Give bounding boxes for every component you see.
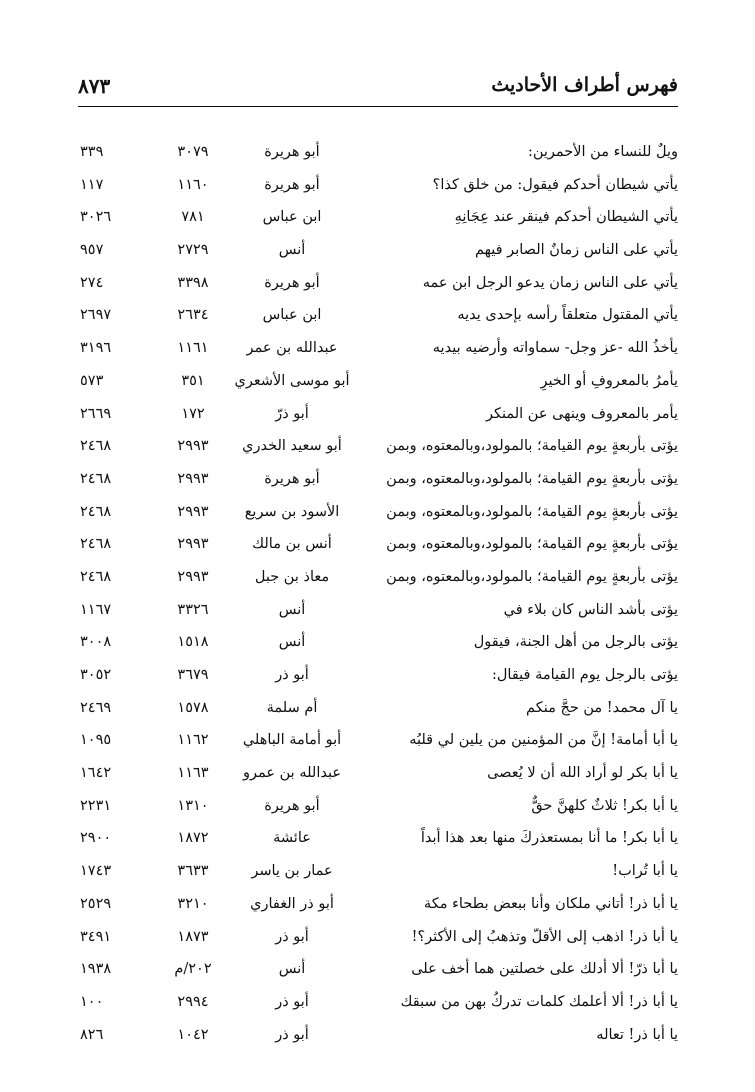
narrator-name: أبو هريرة bbox=[264, 274, 320, 291]
hadith-number: ٣٦٧٩ bbox=[177, 667, 209, 683]
index-row bbox=[0, 925, 755, 958]
index-row bbox=[0, 696, 755, 729]
page-reference: ٢٤٦٨ bbox=[80, 536, 112, 553]
page-reference: ١٠٩٥ bbox=[80, 732, 112, 749]
index-row bbox=[0, 565, 755, 598]
page-reference: ٣٠٠٨ bbox=[80, 634, 112, 651]
hadith-text: يأمرُ بالمعروفِ أو الخيرِ bbox=[540, 372, 678, 389]
narrator-name: أبو سعيد الخدري bbox=[242, 438, 342, 455]
running-header bbox=[78, 72, 678, 107]
hadith-number: ٢٩٩٣ bbox=[177, 503, 209, 520]
narrator-name: أبو ذر bbox=[275, 928, 309, 945]
hadith-number: ٢٠٢/م bbox=[174, 961, 212, 978]
page-reference: ٥٧٣ bbox=[80, 372, 104, 389]
index-row bbox=[0, 532, 755, 565]
page-reference: ٩٥٧ bbox=[80, 242, 104, 259]
index-row bbox=[0, 238, 755, 271]
page-reference: ٣٤٩١ bbox=[80, 928, 112, 945]
index-row bbox=[0, 434, 755, 467]
index-row bbox=[0, 303, 755, 336]
narrator-name: أبو ذر bbox=[275, 1026, 309, 1043]
narrator-name: عبدالله بن عمر bbox=[246, 340, 338, 357]
hadith-text: يؤتى بأربعةٍ يوم القيامة؛ بالمولود،وبالمعتوه، وبمن bbox=[386, 438, 678, 455]
narrator-name: أبو أمامة الباهلي bbox=[242, 732, 342, 749]
narrator-name: الأسود بن سريع bbox=[244, 503, 340, 520]
hadith-text: يا أبا بكر لو أراد الله أن لا يُعصى bbox=[487, 765, 678, 782]
page-reference: ٣٠٥٢ bbox=[80, 667, 112, 683]
hadith-text: يؤتى بأربعةٍ يوم القيامة؛ بالمولود،وبالمعتوه، وبمن bbox=[386, 470, 678, 487]
hadith-number: ٢٩٩٣ bbox=[177, 536, 209, 553]
page-reference: ١٩٣٨ bbox=[80, 961, 112, 978]
hadith-text: يؤتى بأربعةٍ يوم القيامة؛ بالمولود،وبالمعتوه، وبمن bbox=[386, 503, 678, 520]
hadith-number: ٢٩٩٣ bbox=[177, 438, 209, 455]
narrator-name: أبو هريرة bbox=[264, 144, 320, 160]
hadith-text: يأتي على الناس زمانٌ الصابر فيهم bbox=[474, 242, 678, 259]
page-reference: ٢٦٩٧ bbox=[80, 307, 112, 324]
hadith-text: يأتي المقتول متعلقاً رأسه بإحدى يديه bbox=[457, 307, 678, 324]
index-row bbox=[0, 402, 755, 435]
index-row bbox=[0, 990, 755, 1023]
index-row bbox=[0, 826, 755, 859]
narrator-name: أبو ذر bbox=[275, 993, 309, 1010]
page-reference: ٢٤٦٨ bbox=[80, 438, 112, 455]
narrator-name: عائشة bbox=[273, 830, 311, 847]
hadith-text: يا أبا ذر! أتاني ملكان وأنا ببعض بطحاء مكة bbox=[423, 895, 678, 912]
index-row bbox=[0, 1023, 755, 1056]
page-reference: ٢٩٠٠ bbox=[80, 830, 112, 847]
page-reference: ٢٤٦٩ bbox=[80, 699, 112, 716]
hadith-number: ١٨٧٣ bbox=[177, 928, 209, 945]
narrator-name: أبو هريرة bbox=[264, 797, 320, 814]
hadith-text: يؤتى بأربعةٍ يوم القيامة؛ بالمولود،وبالمعتوه، وبمن bbox=[386, 568, 678, 585]
hadith-number: ١١٦١ bbox=[177, 340, 209, 357]
narrator-name: ابن عباس bbox=[262, 209, 322, 226]
index-row bbox=[0, 663, 755, 696]
hadith-number: ١٧٢ bbox=[181, 405, 205, 422]
page-reference: ٣٣٩ bbox=[80, 144, 104, 160]
hadith-number: ١١٦٠ bbox=[177, 176, 209, 193]
narrator-name: أبو هريرة bbox=[264, 470, 320, 487]
page-reference: ١٠٠ bbox=[80, 993, 104, 1010]
page-reference: ٢٦٦٩ bbox=[80, 405, 112, 422]
narrator-name: أبو ذرّ bbox=[275, 405, 309, 422]
page-reference: ٢٤٦٨ bbox=[80, 470, 112, 487]
hadith-number: ٢٦٣٤ bbox=[177, 307, 209, 324]
index-row bbox=[0, 336, 755, 369]
narrator-name: عبدالله بن عمرو bbox=[243, 765, 341, 782]
narrator-name: عمار بن ياسر bbox=[251, 863, 333, 880]
hadith-number: ٧٨١ bbox=[181, 209, 205, 226]
hadith-number: ١٠٤٢ bbox=[177, 1026, 209, 1043]
page-reference: ١٧٤٣ bbox=[80, 863, 112, 880]
hadith-number: ٣٣٩٨ bbox=[177, 274, 209, 291]
hadith-text: يا أبا بكر! ثلاثٌ كلهنَّ حقٌّ bbox=[531, 797, 678, 814]
hadith-number: ٣٠٧٩ bbox=[177, 144, 209, 160]
narrator-name: أنس بن مالك bbox=[252, 536, 332, 553]
index-row bbox=[0, 892, 755, 925]
hadith-text: يا آل محمد! من حجَّ منكم bbox=[526, 699, 678, 716]
hadith-text: يا أبا ذرّ! ألا أدلك على خصلتين هما أخف على bbox=[411, 961, 678, 978]
narrator-name: معاذ بن جبل bbox=[254, 568, 330, 585]
page-reference: ٢٥٢٩ bbox=[80, 895, 112, 912]
hadith-text: يا أبا بكر! ما أنا بمستعذركَ منها بعد هذا أبداً bbox=[420, 830, 678, 847]
hadith-number: ١٣١٠ bbox=[177, 797, 209, 814]
narrator-name: أنس bbox=[278, 961, 306, 978]
narrator-name: ابن عباس bbox=[262, 307, 322, 324]
page-reference: ١٦٤٢ bbox=[80, 765, 112, 782]
index-row bbox=[0, 630, 755, 663]
page-reference: ٢٧٤ bbox=[80, 274, 104, 291]
hadith-text: يأتي على الناس زمان يدعو الرجل ابن عمه bbox=[422, 274, 678, 291]
hadith-index-list bbox=[0, 140, 755, 1055]
hadith-text: يا أبا ذر! تعاله bbox=[596, 1026, 678, 1043]
narrator-name: أنس bbox=[278, 634, 306, 651]
page-reference: ٣٠٢٦ bbox=[80, 209, 112, 226]
hadith-number: ٢٩٩٣ bbox=[177, 470, 209, 487]
index-row bbox=[0, 500, 755, 533]
hadith-text: يأخذُ الله -عز وجل- سماواته وأرضيه بيديه bbox=[432, 340, 678, 357]
narrator-name: أبو ذر bbox=[275, 667, 309, 683]
page-reference: ١١٦٧ bbox=[80, 601, 112, 618]
hadith-number: ١٥١٨ bbox=[177, 634, 209, 651]
header-title: فهرس أطراف الأحاديث bbox=[491, 74, 678, 96]
hadith-number: ١٥٧٨ bbox=[177, 699, 209, 716]
hadith-text: يأتي الشيطان أحدكم فينقر عند عِجَانِهِ bbox=[454, 209, 678, 226]
narrator-name: أبو موسى الأشعري bbox=[234, 372, 350, 389]
index-row bbox=[0, 173, 755, 206]
hadith-text: يؤتى بأربعةٍ يوم القيامة؛ بالمولود،وبالمعتوه، وبمن bbox=[386, 536, 678, 553]
index-row bbox=[0, 728, 755, 761]
hadith-number: ٣٦٣٣ bbox=[177, 863, 209, 880]
hadith-text: يا أبا أمامة! إنَّ من المؤمنين من يلين لي قلبُه bbox=[409, 732, 678, 749]
narrator-name: أنس bbox=[278, 601, 306, 618]
hadith-text: يا أبا ذر! اذهب إلى الأقلّ وتذهبُ إلى الأكثر؟! bbox=[411, 928, 678, 945]
hadith-text: يا أبا ذر! ألا أعلمك كلمات تدركُ بهن من سبقك bbox=[400, 993, 678, 1010]
hadith-text: يؤتى بالرجل من أهل الجنة، فيقول bbox=[473, 634, 678, 651]
page-reference: ٢٤٦٨ bbox=[80, 503, 112, 520]
page-reference: ٢٤٦٨ bbox=[80, 568, 112, 585]
hadith-number: ١١٦٢ bbox=[177, 732, 209, 749]
narrator-name: أنس bbox=[278, 242, 306, 259]
page-reference: ٢٢٣١ bbox=[80, 797, 112, 814]
hadith-text: يأتي شيطان أحدكم فيقول: من خلق كذا؟ bbox=[432, 176, 678, 193]
narrator-name: أبو هريرة bbox=[264, 176, 320, 193]
hadith-number: ١١٦٣ bbox=[177, 765, 209, 782]
index-row bbox=[0, 794, 755, 827]
index-row bbox=[0, 140, 755, 173]
hadith-number: ٢٩٩٣ bbox=[177, 568, 209, 585]
index-row bbox=[0, 271, 755, 304]
index-row bbox=[0, 957, 755, 990]
hadith-number: ٢٩٩٤ bbox=[177, 993, 209, 1010]
hadith-number: ٣٣٢٦ bbox=[177, 601, 209, 618]
index-row bbox=[0, 598, 755, 631]
page-reference: ٣١٩٦ bbox=[80, 340, 112, 357]
narrator-name: أبو ذر الغفاري bbox=[250, 895, 334, 912]
index-row bbox=[0, 369, 755, 402]
hadith-number: ٣٥١ bbox=[181, 372, 205, 389]
hadith-text: يؤتى بالرجل يوم القيامة فيقال: bbox=[491, 667, 678, 683]
hadith-text: يؤتى بأشد الناس كان بلاء في bbox=[503, 601, 678, 618]
index-row bbox=[0, 205, 755, 238]
narrator-name: أم سلمة bbox=[266, 699, 318, 716]
hadith-text: يا أبا تُراب! bbox=[612, 863, 678, 880]
hadith-number: ٣٢١٠ bbox=[177, 895, 209, 912]
page-reference: ٨٢٦ bbox=[80, 1026, 104, 1043]
hadith-text: ويلٌ للنساء من الأحمرين: bbox=[527, 144, 678, 160]
hadith-number: ١٨٧٢ bbox=[177, 830, 209, 847]
page-number: ٨٧٣ bbox=[78, 74, 111, 98]
index-row bbox=[0, 859, 755, 892]
hadith-text: يأمر بالمعروف وينهى عن المنكر bbox=[485, 405, 678, 422]
page-reference: ١١٧ bbox=[80, 176, 104, 193]
hadith-number: ٢٧٢٩ bbox=[177, 242, 209, 259]
index-row bbox=[0, 467, 755, 500]
index-row bbox=[0, 761, 755, 794]
